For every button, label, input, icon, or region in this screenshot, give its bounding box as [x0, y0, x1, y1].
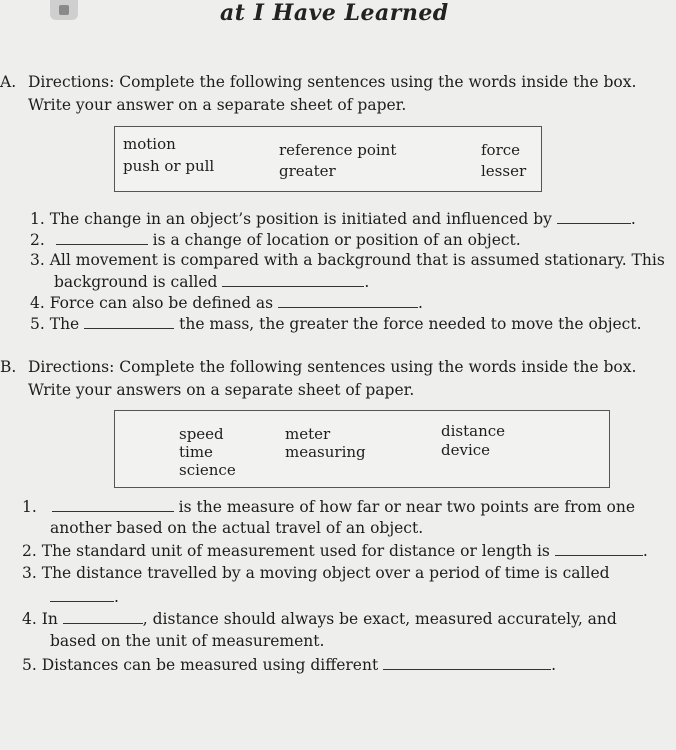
question-b1 [22, 496, 635, 517]
answer-blank[interactable] [555, 540, 643, 556]
page-title: at I Have Learned [220, 0, 449, 26]
section-b-directions-line1: Directions: Complete the following sentences using the words inside the box. [28, 358, 637, 376]
question-text: is a change of location or position of an object. [152, 231, 521, 249]
question-a4 [30, 292, 423, 313]
answer-blank[interactable] [222, 271, 364, 287]
section-a-word-box [114, 126, 542, 192]
question-tail: . [364, 273, 370, 291]
question-tail: . [418, 294, 423, 312]
section-b-directions-line2: Write your answers on a separate sheet of paper. [28, 381, 415, 399]
question-tail: . [114, 588, 119, 606]
question-pre: The [49, 315, 80, 333]
header-logo [50, 0, 78, 20]
question-b5 [22, 654, 556, 675]
word-box-item: meter [285, 425, 331, 443]
question-b1-cont [50, 518, 423, 538]
question-text: The distance travelled by a moving object over a period of time is called [41, 564, 610, 582]
answer-blank[interactable] [56, 229, 148, 245]
word-box-item: measuring [285, 443, 366, 461]
word-box-item: motion [123, 135, 176, 153]
section-a-directions [0, 72, 636, 92]
question-b2 [22, 540, 648, 561]
word-box-item: science [179, 461, 236, 479]
question-number: 1. [22, 498, 37, 516]
answer-blank[interactable] [383, 654, 551, 670]
word-box-item: speed [179, 425, 224, 443]
question-b4 [22, 608, 617, 629]
question-text: , distance should always be exact, measured accurately, and [142, 610, 617, 628]
question-text: the mass, the greater the force needed to move the object. [179, 315, 642, 333]
question-text-cont: background is called [54, 273, 218, 291]
question-text: Distances can be measured using different [41, 656, 379, 674]
question-number: 3. [22, 564, 37, 582]
question-number: 5. [30, 315, 45, 333]
question-tail: . [551, 656, 557, 674]
word-box-item: time [179, 443, 213, 461]
section-a-directions-line1: Directions: Complete the following sentences using the words inside the box. [28, 73, 637, 91]
question-number: 4. [30, 294, 45, 312]
question-number: 2. [30, 231, 45, 249]
question-text: Force can also be defined as [49, 294, 274, 312]
question-text-cont: based on the unit of measurement. [50, 632, 325, 650]
question-tail: . [642, 542, 648, 560]
question-a5 [30, 313, 642, 334]
word-box-item: push or pull [123, 157, 215, 175]
answer-blank[interactable] [63, 608, 143, 624]
question-text-cont: another based on the actual travel of an object. [50, 519, 424, 537]
section-b-directions [0, 357, 636, 377]
word-box-item: lesser [481, 162, 527, 180]
word-box-item: force [481, 141, 521, 159]
answer-blank[interactable] [84, 313, 174, 329]
word-box-item: distance [441, 422, 506, 440]
question-number: 2. [22, 542, 37, 560]
section-b-word-box [114, 410, 610, 488]
question-a2 [30, 229, 521, 250]
section-a-letter: A. [0, 73, 17, 91]
question-text: is the measure of how far or near two points are from one [178, 498, 635, 516]
answer-blank[interactable] [557, 208, 631, 224]
question-text: The change in an object’s position is initiated and influenced by [49, 210, 552, 228]
question-pre: In [41, 610, 58, 628]
question-number: 5. [22, 656, 37, 674]
question-a1 [30, 208, 636, 229]
question-text: The standard unit of measurement used for distance or length is [41, 542, 550, 560]
question-b3 [22, 563, 610, 583]
answer-blank[interactable] [278, 292, 418, 308]
question-number: 1. [30, 210, 45, 228]
word-box-item: reference point [279, 141, 397, 159]
question-text: All movement is compared with a background that is assumed stationary. This [49, 251, 665, 269]
question-b3-cont [50, 586, 119, 607]
answer-blank[interactable] [50, 586, 114, 602]
answer-blank[interactable] [52, 496, 174, 512]
question-b4-cont [50, 631, 324, 651]
question-a3 [30, 250, 665, 270]
question-number: 3. [30, 251, 45, 269]
word-box-item: device [441, 441, 491, 459]
word-box-item: greater [279, 162, 336, 180]
question-tail: . [630, 210, 636, 228]
section-b-letter: B. [0, 358, 17, 376]
section-a-directions-line2: Write your answer on a separate sheet of paper. [28, 96, 407, 114]
question-a3-cont [54, 271, 369, 292]
question-number: 4. [22, 610, 37, 628]
